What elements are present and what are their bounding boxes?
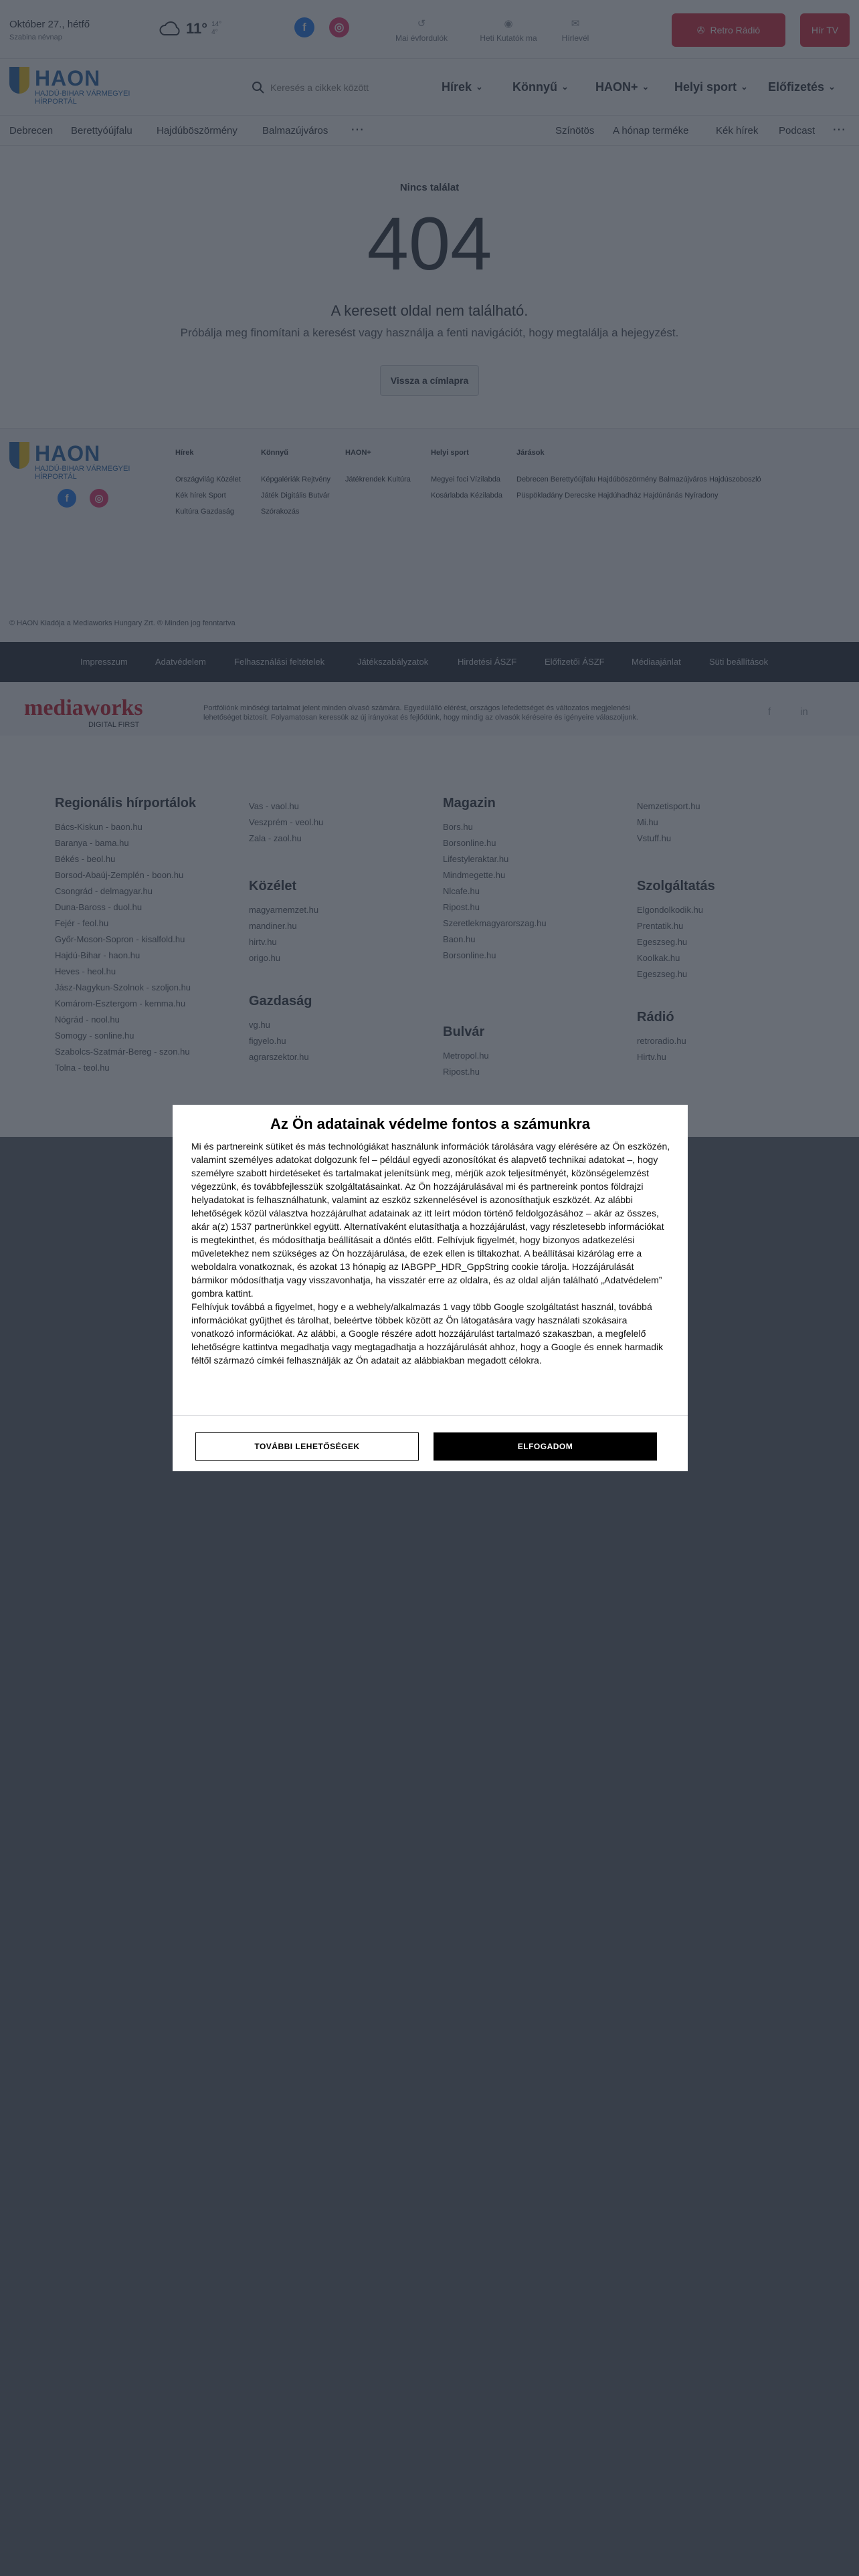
accept-button[interactable]: ELFOGADOM [434, 1432, 657, 1461]
consent-dialog [173, 1105, 688, 1471]
consent-paragraph-2: Felhívjuk továbbá a figyelmet, hogy e a webhely/alkalmazás 1 vagy több Google szolgáltatást használ, továbbá információkat gyűjthet és tárolhat, beleértve többek között az Ön látogatására vagy használati szokásaira vonatkozó információkat. Az alábbi, a Google részére adott hozzájárulást tartalmazó szakaszban, a megfelelő lehetőségre kattintva megadhatja vagy megtagadhatja a hozzájárulását ahhoz, hogy a Google és ennek harmadik féltől származó címkéi felhasználják az Ön adatait az alábbiakban megadott célokra. [191, 1301, 664, 1366]
consent-title: Az Ön adatainak védelme fontos a számunkra [270, 1115, 591, 1132]
consent-body [191, 1140, 670, 1367]
consent-paragraph-1: Mi és partnereink sütiket és más technológiákat használunk információk tárolására vagy elérésére az Ön eszközén, valamint személyes adatokat dolgozunk fel – például egyedi azonosítókat és alapvető technikai adatokat –, hogy személyre szabott hirdetéseket és tartalmakat jelenítsünk meg, mérjük azok teljesítményét, közönségelemzést végezzünk, és továbbfejlesszük szolgáltatásainkat. Az Ön hozzájárulásával mi és partnereink pontos földrajzi helyadatokat is felhasználhatunk, valamint az eszköz szkennelésével is azonosíthatjuk eszközét. Az alábbi lehetőségek közül választva hozzájárulhat adatainak az itt leírt módon történő feldolgozásához – akár az összes, akár a(z) 1537 partnerünkkel együtt. Alternatívaként elutasíthatja a hozzájárulást, vagy részletesebb információkat is megtekinthet, és módosíthatja beállításait a döntés előtt. Felhívjuk figyelmét, hogy bizonyos adatkezelési műveletekhez nem szükséges az Ön hozzájárulása, de ezek ellen is tiltakozhat. A beállításai kizárólag erre a weboldalra vonatkoznak, és azokat 13 hónapig az IABGPP_HDR_GppString cookie tárolja. Hozzájárulását bármikor módosíthatja vagy visszavonhatja, ha visszatér erre az oldalra, és az oldal alján található „Adatvédelem” gombra kattint. [191, 1141, 670, 1299]
divider [173, 1415, 688, 1416]
more-options-button[interactable]: TOVÁBBI LEHETŐSÉGEK [195, 1432, 419, 1461]
